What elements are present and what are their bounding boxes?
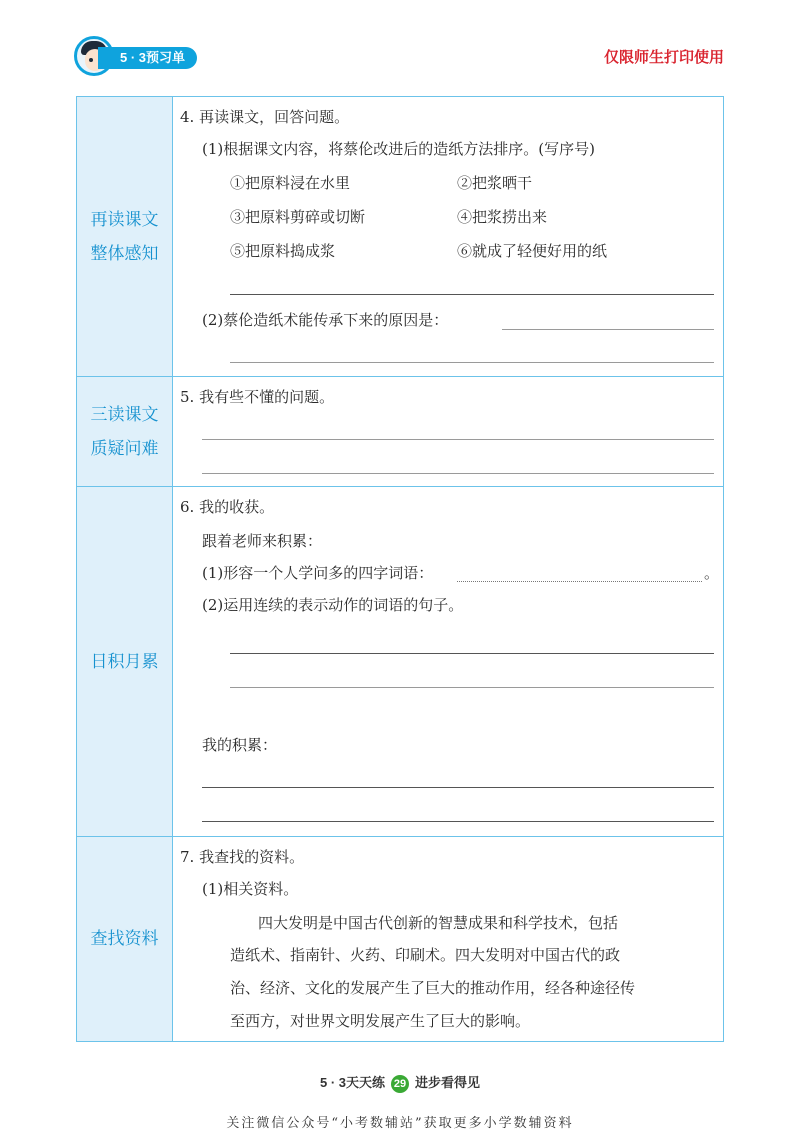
paragraph-line: 造纸术、指南针、火药、印刷术。四大发明对中国古代的政 xyxy=(230,946,621,964)
row-content-reread xyxy=(172,97,723,376)
step-item: ②把浆晒干 xyxy=(457,174,533,192)
row-label-accumulate xyxy=(77,487,173,836)
label-line: 再读课文 xyxy=(90,209,159,229)
step-item: ①把原料浸在水里 xyxy=(230,174,351,192)
page-number: 29 xyxy=(391,1075,409,1093)
question-4-title: 4. 再读课文，回答问题。 xyxy=(180,108,350,126)
answer-line[interactable] xyxy=(230,687,714,688)
label-line: 三读课文 xyxy=(90,404,159,424)
period-mark: 。 xyxy=(704,564,720,582)
label-line: 整体感知 xyxy=(90,243,159,263)
section-badge: 5 · 3预习单 xyxy=(98,47,197,69)
page-footer xyxy=(0,1072,800,1093)
footer-series-title: 5 · 3天天练 xyxy=(319,1075,385,1090)
answer-line[interactable] xyxy=(202,821,714,822)
my-accumulation-label: 我的积累： xyxy=(202,736,278,754)
answer-line[interactable] xyxy=(457,581,702,582)
question-7-part-1: (1)相关资料。 xyxy=(202,880,299,898)
answer-line[interactable] xyxy=(202,473,714,474)
row-label-question xyxy=(77,377,173,486)
page-header xyxy=(0,0,800,90)
answer-line[interactable] xyxy=(230,653,714,654)
paragraph-line: 至西方，对世界文明发展产生了巨大的影响。 xyxy=(230,1012,531,1030)
question-5-title: 5. 我有些不懂的问题。 xyxy=(180,388,335,406)
step-item: ⑤把原料捣成浆 xyxy=(230,242,336,260)
step-item: ⑥就成了轻便好用的纸 xyxy=(457,242,608,260)
label-line: 质疑问难 xyxy=(90,438,159,458)
footer-slogan: 进步看得见 xyxy=(415,1075,481,1090)
answer-line[interactable] xyxy=(502,329,714,330)
answer-line[interactable] xyxy=(202,787,714,788)
row-question xyxy=(77,377,723,487)
row-label-research xyxy=(77,837,173,1041)
row-content-question xyxy=(172,377,723,486)
row-content-accumulate xyxy=(172,487,723,836)
question-6-part-1: (1)形容一个人学问多的四字词语： xyxy=(202,564,434,582)
question-7-title: 7. 我查找的资料。 xyxy=(180,848,305,866)
watermark-text: 关注微信公众号“小考数辅站”获取更多小学数辅资料 xyxy=(226,1116,574,1131)
paragraph-line: 治、经济、文化的发展产生了巨大的推动作用，经各种途径传 xyxy=(230,979,636,997)
question-4-part-2: (2)蔡伦造纸术能传承下来的原因是： xyxy=(202,311,449,329)
paragraph-line: 四大发明是中国古代创新的智慧成果和科学技术，包括 xyxy=(258,914,619,932)
row-label-reread xyxy=(77,97,173,376)
row-content-research xyxy=(172,837,723,1041)
step-item: ③把原料剪碎或切断 xyxy=(230,208,366,226)
label-line: 查找资料 xyxy=(90,929,159,948)
question-4-part-1: (1)根据课文内容，将蔡伦改进后的造纸方法排序。(写序号) xyxy=(202,140,595,158)
row-reread xyxy=(77,97,723,377)
usage-restriction-note: 仅限师生打印使用 xyxy=(603,49,724,66)
follow-teacher-text: 跟着老师来积累： xyxy=(202,532,323,550)
label-line: 日积月累 xyxy=(90,651,159,671)
worksheet-table xyxy=(76,96,724,1042)
row-accumulate xyxy=(77,487,723,837)
answer-line[interactable] xyxy=(230,294,714,295)
question-6-part-2: (2)运用连续的表示动作的词语的句子。 xyxy=(202,596,464,614)
answer-line[interactable] xyxy=(202,439,714,440)
step-item: ④把浆捞出来 xyxy=(457,208,548,226)
row-research xyxy=(77,837,723,1041)
question-6-title: 6. 我的收获。 xyxy=(180,498,275,516)
answer-line[interactable] xyxy=(230,362,714,363)
